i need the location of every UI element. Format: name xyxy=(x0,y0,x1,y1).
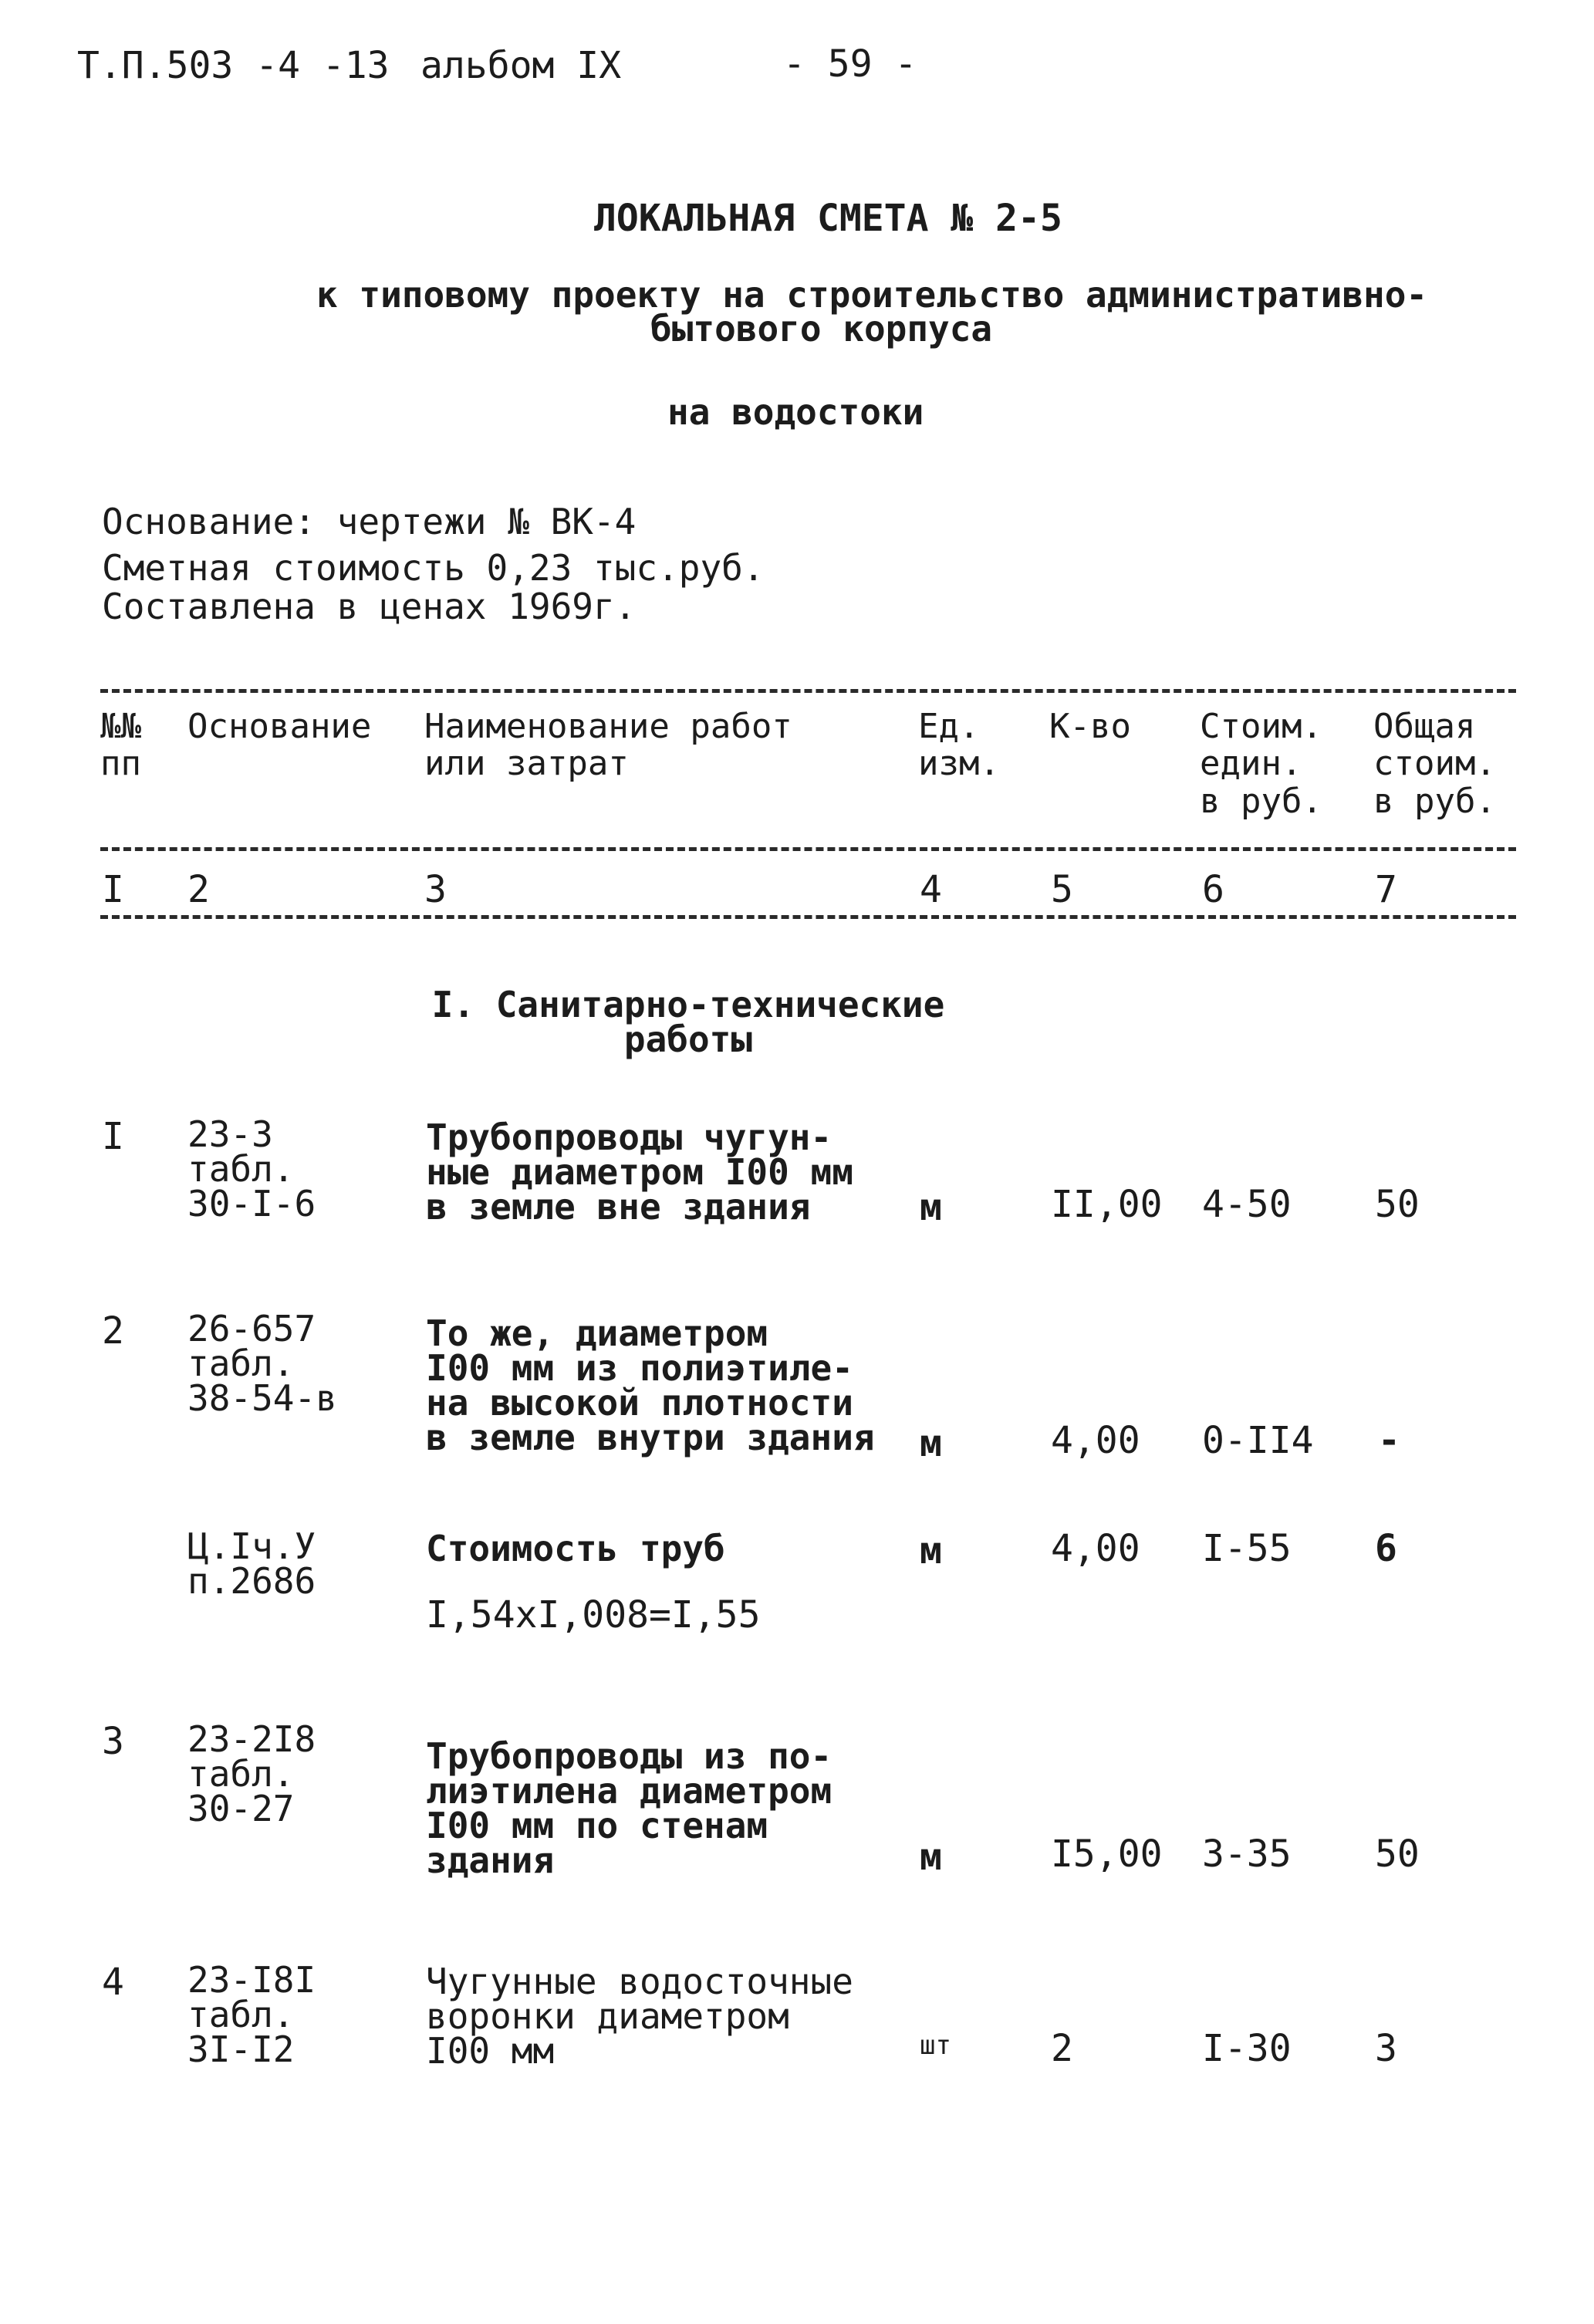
row-4-unit: шт xyxy=(920,2030,951,2061)
header-unit: Ед. изм. xyxy=(918,707,1000,784)
column-number-4: 4 xyxy=(920,868,942,911)
row-2-unit: м xyxy=(920,1422,942,1465)
section-title: I. Санитарно-технические работы xyxy=(431,984,945,1061)
basis-line: Основание: чертежи № ВК-4 xyxy=(102,501,637,542)
column-number-5: 5 xyxy=(1051,868,1073,911)
row-2b-qty: 4,00 xyxy=(1051,1527,1140,1570)
row-2-no: 2 xyxy=(102,1309,124,1353)
prices-line: Составлена в ценах 1969г. xyxy=(102,586,637,627)
cost-line: Сметная стоимость 0,23 тыс.руб. xyxy=(102,547,765,589)
row-1-name: Трубопроводы чугун- ные диаметром I00 мм в земле вне здания xyxy=(426,1116,853,1228)
row-1-unit-cost: 4-50 xyxy=(1202,1183,1292,1226)
row-4-name: Чугунные водосточные воронки диаметром I00 мм xyxy=(426,1961,853,2072)
album-label: альбом IX xyxy=(420,44,622,87)
subtitle-line-3: на водостоки xyxy=(667,391,924,433)
column-number-6: 6 xyxy=(1202,868,1224,911)
subtitle-line-1: к типовому проекту на строительство административно- xyxy=(316,274,1428,316)
row-3-basis: 23-2I8 табл. 30-27 xyxy=(187,1718,316,1830)
row-3-name: Трубопроводы из по- лиэтилена диаметром I00 мм по стенам здания xyxy=(426,1735,832,1882)
row-4-unit-cost: I-30 xyxy=(1202,2027,1292,2070)
document-code: Т.П.503 -4 -13 xyxy=(77,44,390,87)
row-1-no: I xyxy=(102,1115,124,1158)
row-2b-calc: I,54xI,008=I,55 xyxy=(426,1593,761,1637)
row-1-basis: 23-3 табл. 30-I-6 xyxy=(187,1113,316,1225)
subtitle-line-2: бытового корпуса xyxy=(650,308,993,350)
row-3-unit-cost: 3-35 xyxy=(1202,1833,1292,1876)
column-number-1: I xyxy=(102,868,124,911)
header-no: №№ пп xyxy=(100,707,141,784)
row-2-unit-cost: 0-II4 xyxy=(1202,1419,1314,1462)
row-4-basis: 23-I8I табл. 3I-I2 xyxy=(187,1959,316,2071)
row-3-unit: м xyxy=(920,1836,942,1879)
row-4-total: 3 xyxy=(1375,2027,1397,2070)
row-2b-unit-cost: I-55 xyxy=(1202,1527,1292,1570)
page-number: - 59 - xyxy=(783,42,917,86)
row-2-basis: 26-657 табл. 38-54-в xyxy=(187,1308,337,1420)
column-number-2: 2 xyxy=(187,868,210,911)
row-1-unit: м xyxy=(920,1186,942,1229)
row-2b-basis: Ц.Iч.У п.2686 xyxy=(187,1525,316,1603)
header-qty: К-во xyxy=(1049,707,1131,746)
column-number-7: 7 xyxy=(1375,868,1397,911)
header-unit-cost: Стоим. един. в руб. xyxy=(1200,707,1322,821)
header-basis: Основание xyxy=(187,707,372,746)
row-3-no: 3 xyxy=(102,1720,124,1763)
estimate-title: ЛОКАЛЬНАЯ СМЕТА № 2-5 xyxy=(594,197,1062,240)
row-3-qty: I5,00 xyxy=(1051,1833,1163,1876)
row-1-qty: II,00 xyxy=(1051,1183,1163,1226)
row-2b-name: Стоимость труб xyxy=(426,1528,725,1569)
row-2b-unit: м xyxy=(920,1529,942,1572)
row-1-total: 50 xyxy=(1375,1183,1420,1226)
table-top-rule xyxy=(100,689,1516,693)
row-2b-total: 6 xyxy=(1375,1527,1397,1570)
row-3-total: 50 xyxy=(1375,1833,1420,1876)
row-2-name: То же, диаметром I00 мм из полиэтиле- на высокой плотности в земле внутри здания xyxy=(426,1312,875,1459)
row-4-qty: 2 xyxy=(1051,2027,1073,2070)
column-number-rule xyxy=(100,915,1516,919)
row-4-no: 4 xyxy=(102,1961,124,2004)
header-name: Наименование работ или затрат xyxy=(424,707,792,784)
column-number-3: 3 xyxy=(424,868,447,911)
row-2-total: - xyxy=(1378,1419,1400,1462)
row-2-qty: 4,00 xyxy=(1051,1419,1140,1462)
table-header-rule xyxy=(100,847,1516,851)
header-total: Общая стоим. в руб. xyxy=(1373,707,1496,821)
